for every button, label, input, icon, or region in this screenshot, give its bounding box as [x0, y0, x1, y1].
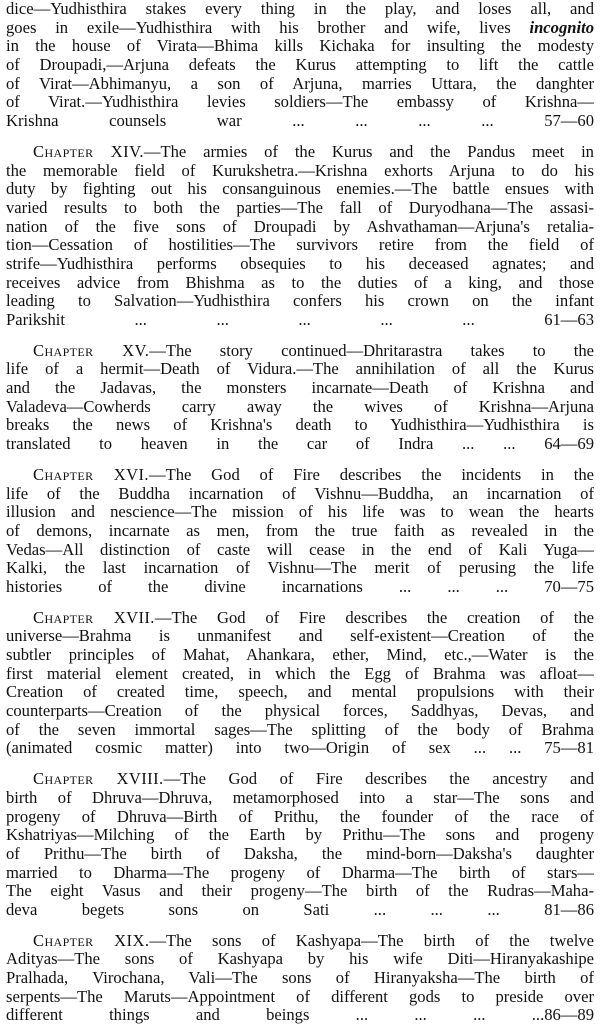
text-line: illusion and nescience—The mission of his life was to wean the hearts: [6, 503, 594, 522]
chapter-entry-ch18: [6, 770, 594, 920]
text-line: different things and beings ... ... ... ...86—89: [6, 1006, 594, 1025]
paragraph-gap: [6, 920, 594, 932]
text-line: histories of the divine incarnations ... ... ... 70—75: [6, 577, 594, 596]
text-line: counterparts—Creation of the physical forces, Saddhyas, Devas, and: [6, 702, 594, 721]
text-line: [6, 932, 594, 951]
chapter-entry-ch16: [6, 466, 594, 597]
text-line: Kshatriyas—Milching of the Earth by Prithu—The sons and progeny: [6, 826, 594, 845]
text-line: (animated cosmic matter) into two—Origin of sex ... ... 75—81: [6, 739, 594, 758]
paragraph-gap: [6, 758, 594, 770]
line-text: —The sons of Kashyapa—The birth of the twelve: [149, 931, 594, 950]
chapter-entry-ch17: [6, 609, 594, 759]
text-line: Kalki, the last incarnation of Vishnu—The merit of perusing the life: [6, 559, 594, 578]
text-line: progeny of Dhruva—Birth of Prithu, the founder of the race of: [6, 807, 594, 826]
text-line: Pralhada, Virochana, Vali—The sons of Hiranyaksha—The birth of: [6, 969, 594, 987]
text-line: Creation of created time, speech, and mental propulsions with their: [6, 683, 594, 702]
paragraph-gap: [6, 597, 594, 609]
text-line: tion—Cessation of hostilities—The survivors retire from the field of: [6, 236, 594, 255]
text-line: life of the Buddha incarnation of Vishnu—Buddha, an incarnation of: [6, 484, 594, 503]
text-line: deva begets sons on Sati ... ... ... 81—86: [6, 900, 594, 919]
text-line: duty by fighting out his consanguinous enemies.—The battle ensues with: [6, 180, 594, 199]
text-line: dice—Yudhisthira stakes every thing in the play, and loses all, and: [6, 0, 594, 18]
chapter-entry-ch14: [6, 143, 594, 330]
line-text: goes in exile—Yudhisthira with his brother and wife, lives: [6, 18, 511, 37]
chapter-label: Chapter XVIII.: [33, 770, 164, 789]
text-line: Krishna counsels war ... ... ... ... 57—60: [6, 112, 594, 131]
text-line: The eight Vasus and their progeny—The birth of the Rudras—Maha-: [6, 882, 594, 901]
text-line: subtler principles of Mahat, Ahankara, ether, Mind, etc.,—Water is the: [6, 646, 594, 664]
text-line: Valadeva—Cowherds carry away the wives of Krishna—Arjuna: [6, 397, 594, 416]
text-line: of the seven immortal sages—The splitting of the body of Brahma: [6, 720, 594, 739]
chapter-label: Chapter XIV.: [33, 142, 144, 161]
chapter-label: Chapter XVII.: [33, 608, 155, 627]
chapter-entry-ch19: [6, 932, 594, 1025]
text-line: first material element created, in which the Egg of Brahma was afloat—: [6, 664, 594, 683]
text-line: [6, 143, 594, 162]
paragraph-gap: [6, 454, 594, 466]
text-line: universe—Brahma is unmanifest and self-existent—Creation of the: [6, 627, 594, 646]
text-line: [6, 466, 594, 485]
text-line: Adityas—The sons of Kashyapa by his wife Diti—Hiranyakashipe: [6, 950, 594, 969]
italic-word: incognito: [529, 18, 594, 37]
chapter-label: Chapter XV.: [33, 341, 150, 360]
line-text: —The God of Fire describes the incidents in the: [148, 465, 594, 484]
text-line: Parikshit ... ... ... ... ... 61—63: [6, 311, 594, 329]
text-line: of Prithu—The birth of Daksha, the mind-born—Daksha's daughter: [6, 844, 594, 863]
text-line: in the house of Virata—Bhima kills Kichaka for insulting the modesty: [6, 37, 594, 56]
text-line: [6, 342, 594, 361]
text-line: of demons, incarnate as men, from the true faith as revealed in the: [6, 521, 594, 540]
chapter-entry-cont: [6, 0, 594, 131]
text-line: receives advice from Bhishma as to the duties of a king, and those: [6, 273, 594, 292]
paragraph-gap: [6, 131, 594, 143]
text-line: translated to heaven in the car of Indra ... ... 64—69: [6, 435, 594, 454]
text-line: the memorable field of Kurukshetra.—Krishna exhorts Arjuna to do his: [6, 161, 594, 180]
text-line: and the Jadavas, the monsters incarnate—Death of Krishna and: [6, 379, 594, 398]
line-text: —The armies of the Kurus and the Pandus meet in: [143, 142, 594, 161]
text-line: serpents—The Maruts—Appointment of different gods to preside over: [6, 987, 594, 1006]
text-line: strife—Yudhisthira performs obsequies to his deceased agnates; and: [6, 254, 594, 273]
text-line: of Droupadi,—Arjuna defeats the Kurus attempting to lift the cattle: [6, 56, 594, 75]
chapter-entry-ch15: [6, 342, 594, 454]
text-line: breaks the news of Krishna's death to Yudhisthira—Yudhisthira is: [6, 416, 594, 435]
text-line: life of a hermit—Death of Vidura.—The annihilation of all the Kurus: [6, 360, 594, 379]
text-line: [6, 609, 594, 628]
line-text: —The God of Fire describes the creation of the: [154, 608, 594, 627]
text-line: birth of Dhruva—Dhruva, metamorphosed into a star—The sons and: [6, 788, 594, 807]
text-line: of Virat.—Yudhisthira levies soldiers—The embassy of Krishna—: [6, 93, 594, 112]
line-text: —The God of Fire describes the ancestry and: [163, 770, 594, 789]
chapter-label: Chapter XVI.: [33, 465, 149, 484]
text-line: leading to Salvation—Yudhisthira confers his crown on the infant: [6, 292, 594, 311]
text-line: varied results to both the parties—The fall of Duryodhana—The assasi-: [6, 198, 594, 217]
text-line: married to Dharma—The progeny of Dharma—The birth of stars—: [6, 863, 594, 882]
text-line: [6, 770, 594, 789]
text-line: [6, 19, 594, 38]
chapter-label: Chapter XIX.: [33, 931, 150, 950]
paragraph-gap: [6, 330, 594, 342]
text-line: of Virat—Abhimanyu, a son of Arjuna, marries Uttara, the danghter: [6, 74, 594, 93]
text-line: Vedas—All distinction of caste will cease in the end of Kali Yuga—: [6, 540, 594, 559]
line-text: —The story continued—Dhritarastra takes to the: [149, 341, 594, 360]
text-line: nation of the five sons of Droupadi by Ashvathaman—Arjuna's retalia-: [6, 217, 594, 236]
